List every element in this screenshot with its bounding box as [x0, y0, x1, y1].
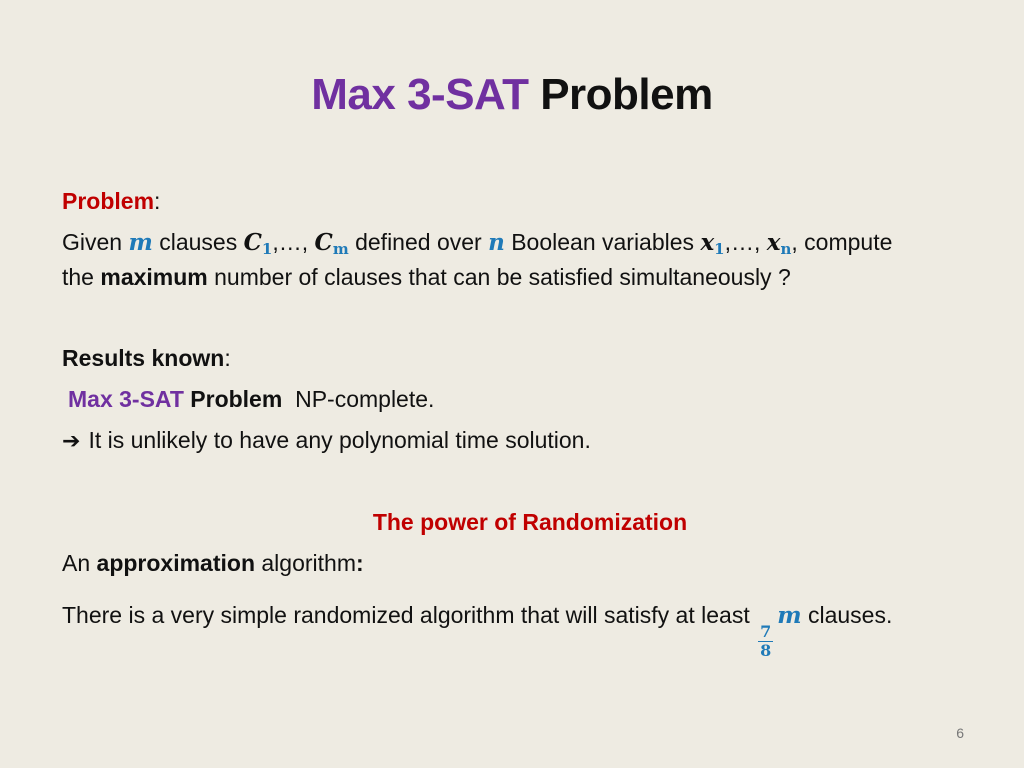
fraction-seven-eighths — [758, 623, 773, 660]
problem-line-1 — [62, 229, 892, 258]
claim-line — [62, 602, 892, 660]
text-algorithm: algorithm — [255, 550, 356, 576]
text-ellipsis-1: ,…, — [272, 229, 315, 255]
title-problem: Problem — [540, 70, 713, 119]
slide-title — [0, 70, 1024, 120]
text-defined-over: defined over — [348, 229, 489, 255]
results-line-1 — [68, 386, 434, 413]
text-given: Given — [62, 229, 129, 255]
text-np-complete: NP-complete. — [295, 386, 435, 412]
fraction-numerator: 7 — [760, 622, 772, 641]
text-number-of-clauses: number of clauses that can be satisfied simultaneously ? — [207, 264, 791, 290]
text-compute: , compute — [791, 229, 893, 255]
problem-colon: : — [154, 188, 161, 214]
text-boolean-variables: Boolean variables — [504, 229, 701, 255]
var-m-claim: m — [777, 602, 802, 629]
power-heading: The power of Randomization — [372, 509, 688, 535]
var-m: m — [128, 229, 153, 256]
results-heading: Results known — [62, 345, 225, 371]
text-approximation: approximation — [96, 550, 255, 576]
text-problem: Problem — [190, 386, 283, 412]
text-claim: There is a very simple randomized algorithm that will satisfy at least — [62, 602, 757, 628]
text-maximum: maximum — [100, 264, 208, 290]
text-max3sat: Max 3-SAT — [68, 386, 184, 412]
problem-heading: Problem — [62, 188, 155, 214]
var-xn: $x_n$ — [766, 229, 792, 258]
var-x1: $x_1$ — [700, 229, 725, 258]
fraction-denominator: 8 — [760, 641, 772, 660]
text-the: the — [62, 264, 101, 290]
text-clauses-end: clauses. — [801, 602, 893, 628]
var-cm: $C_m$ — [314, 229, 349, 258]
title-max3sat: Max 3-SAT — [311, 70, 529, 119]
problem-heading-line — [62, 188, 160, 215]
text-ellipsis-2: ,…, — [724, 229, 767, 255]
problem-line-2 — [62, 264, 791, 291]
power-heading-line — [0, 509, 1024, 536]
approx-line — [62, 550, 364, 577]
arrow-right-icon: ➔ — [62, 428, 81, 453]
results-heading-line — [62, 345, 231, 372]
var-n: n — [488, 229, 505, 256]
text-an: An — [62, 550, 97, 576]
text-clauses: clauses — [152, 229, 244, 255]
page-number: 6 — [956, 725, 964, 741]
results-line-2 — [62, 427, 591, 454]
results-colon: : — [224, 345, 231, 371]
var-c1: $C_1$ — [243, 229, 273, 258]
text-unlikely: It is unlikely to have any polynomial time solution. — [88, 427, 591, 453]
approx-colon: : — [355, 550, 364, 576]
